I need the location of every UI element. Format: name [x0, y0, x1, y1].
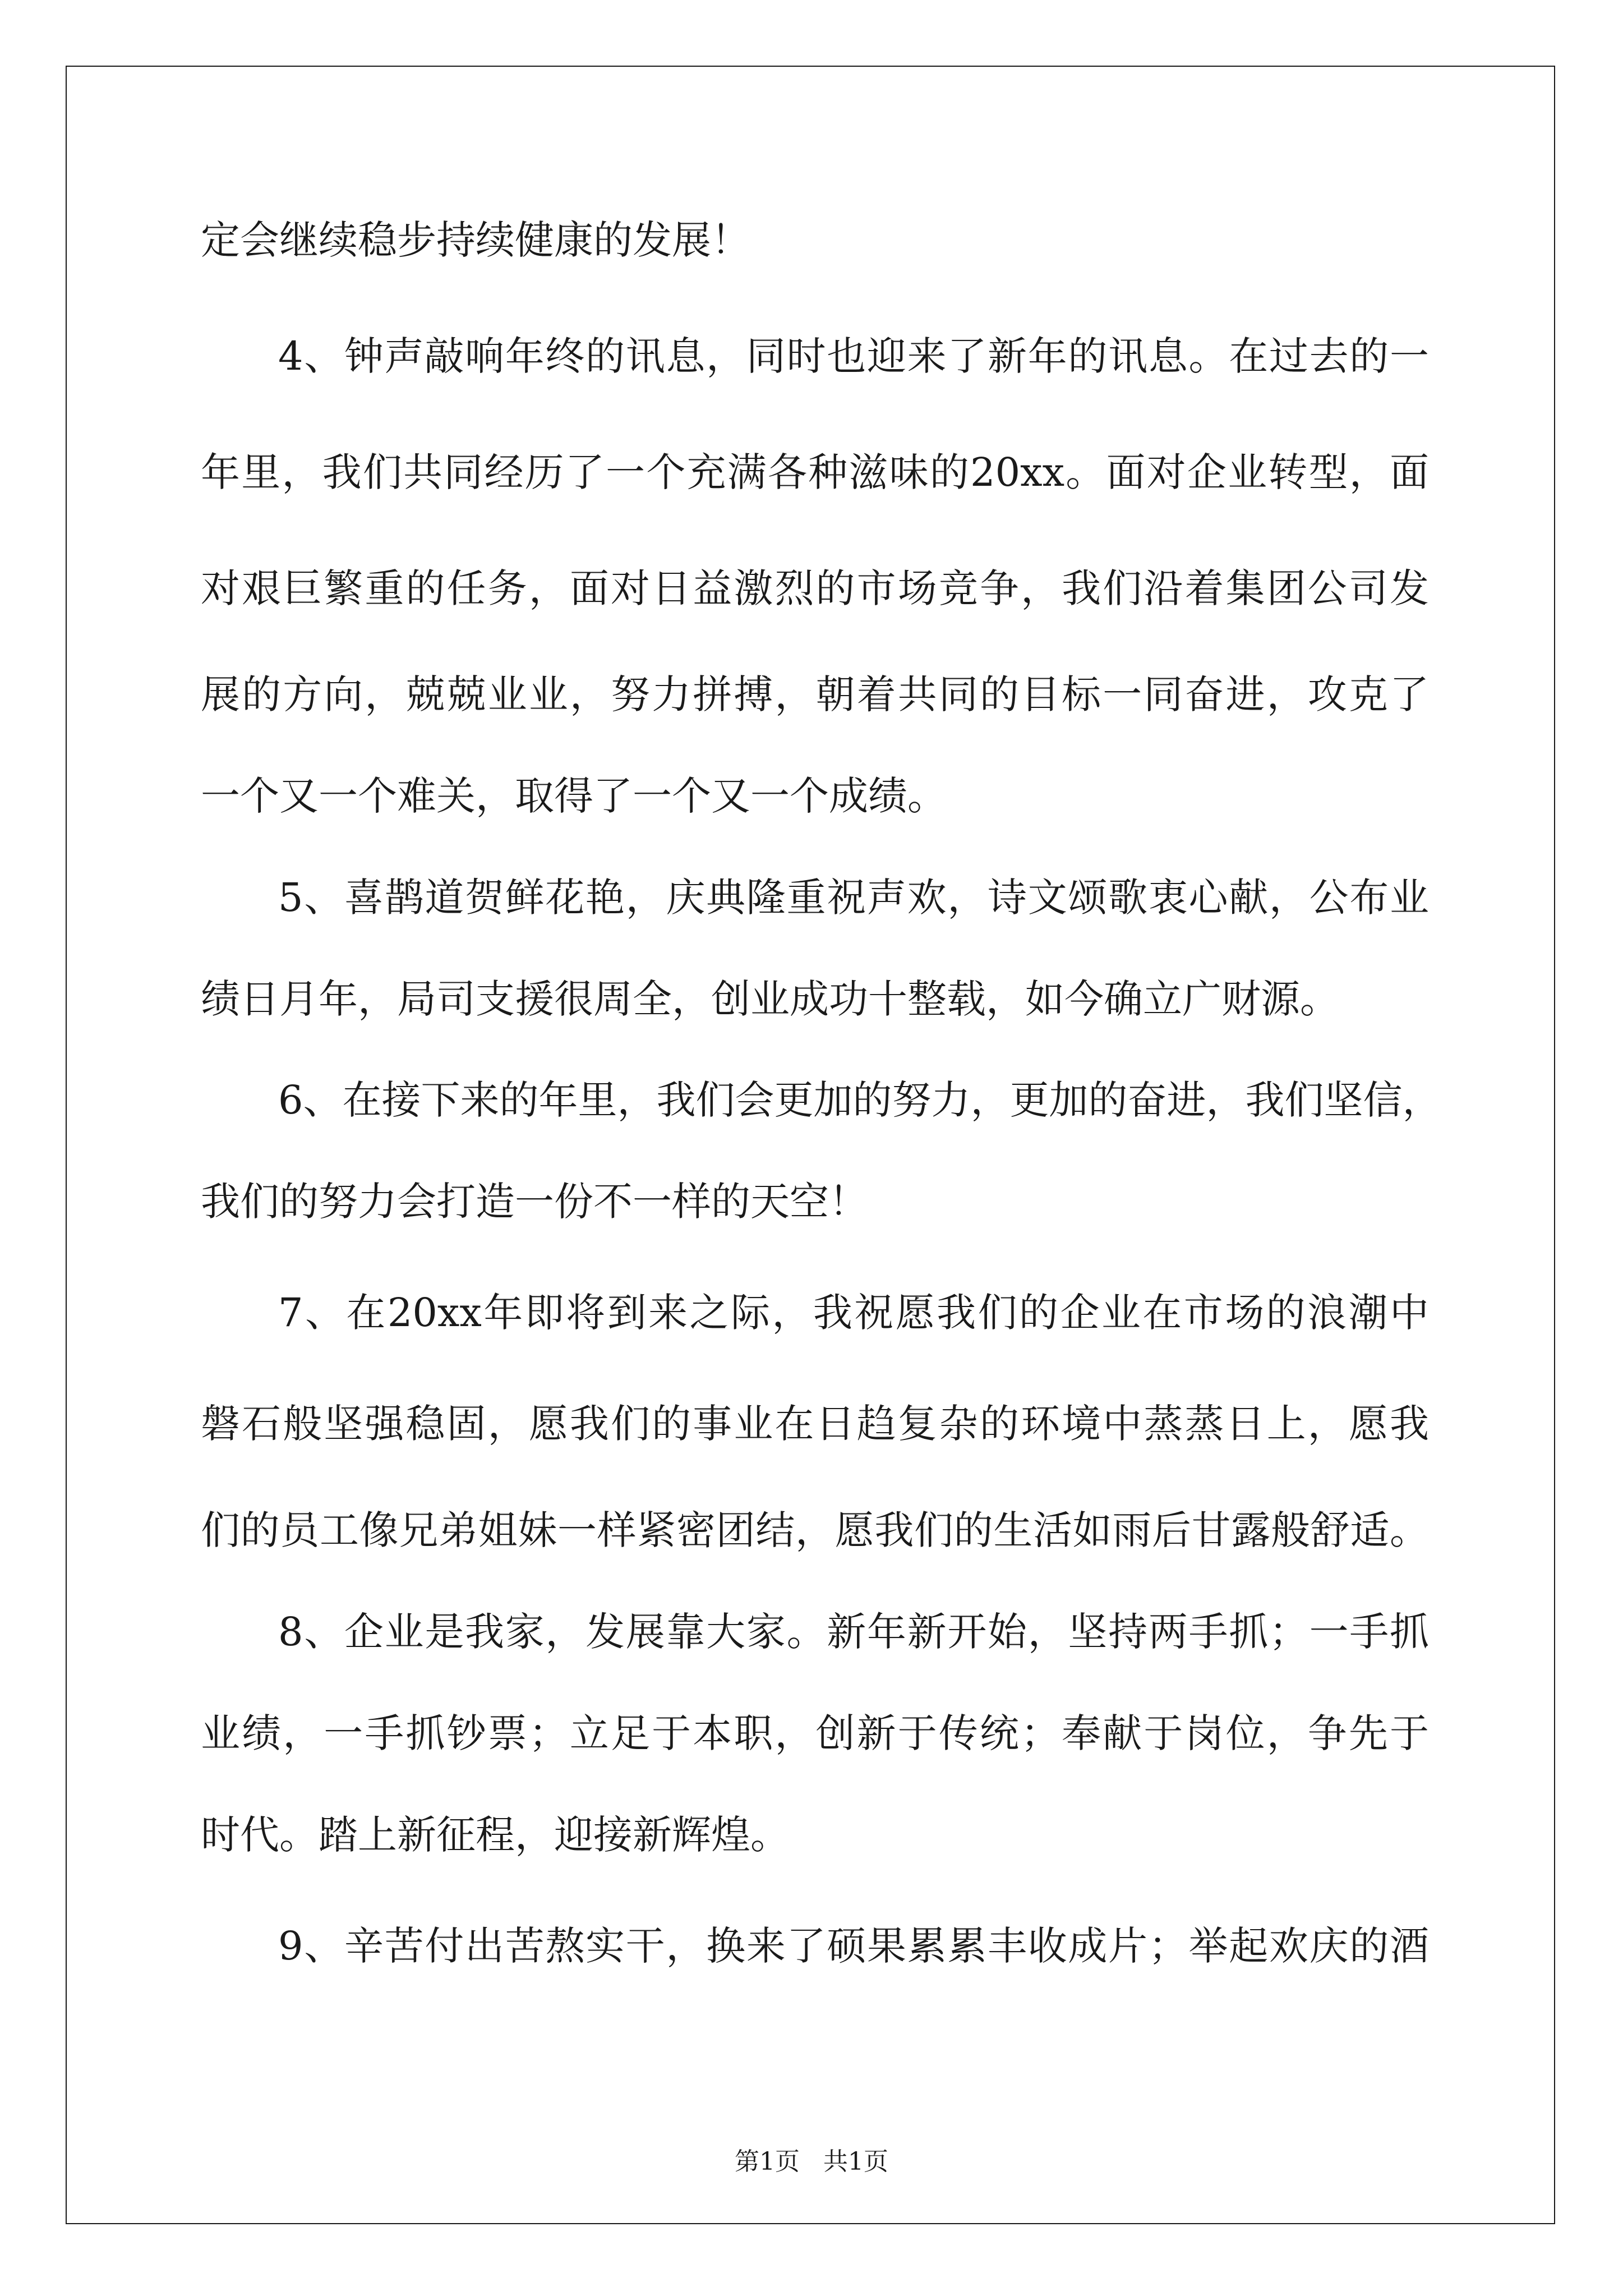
paragraph-line: 我们的努力会打造一份不一样的天空！ — [201, 1179, 868, 1225]
paragraph-line: 7、在20xx年即将到来之际，我祝愿我们的企业在市场的浪潮中 — [278, 1290, 1429, 1336]
paragraph-line: 6、在接下来的年里，我们会更加的努力，更加的奋进，我们坚信， — [278, 1077, 1442, 1123]
paragraph-line: 绩日月年，局司支援很周全，创业成功十整载，如今确立广财源。 — [201, 976, 1339, 1022]
paragraph-line: 业绩，一手抓钞票；立足于本职，创新于传统；奉献于岗位，争先于 — [201, 1710, 1429, 1756]
paragraph-line: 时代。踏上新征程，迎接新辉煌。 — [201, 1812, 790, 1858]
paragraph-line: 们的员工像兄弟姐妹一样紧密团结，愿我们的生活如雨后甘露般舒适。 — [201, 1507, 1429, 1553]
page-footer: 第1页 共1页 — [735, 2147, 888, 2176]
paragraph-line: 对艰巨繁重的任务，面对日益激烈的市场竞争，我们沿着集团公司发 — [201, 565, 1429, 611]
paragraph-line: 5、喜鹊道贺鲜花艳，庆典隆重祝声欢，诗文颂歌衷心献，公布业 — [278, 875, 1429, 921]
paragraph-line: 9、辛苦付出苦熬实干，换来了硕果累累丰收成片；举起欢庆的酒 — [278, 1923, 1429, 1969]
page-border — [66, 66, 1555, 2224]
paragraph-line: 一个又一个难关，取得了一个又一个成绩。 — [201, 773, 947, 819]
paragraph-line: 定会继续稳步持续健康的发展！ — [201, 217, 750, 263]
paragraph-line: 8、企业是我家，发展靠大家。新年新开始，坚持两手抓；一手抓 — [278, 1609, 1429, 1655]
paragraph-line: 展的方向，兢兢业业，努力拼搏，朝着共同的目标一同奋进，攻克了 — [201, 671, 1429, 717]
paragraph-line: 年里，我们共同经历了一个充满各种滋味的20xx。面对企业转型，面 — [201, 449, 1429, 495]
paragraph-line: 磐石般坚强稳固，愿我们的事业在日趋复杂的环境中蒸蒸日上，愿我 — [201, 1401, 1429, 1447]
paragraph-line: 4、钟声敲响年终的讯息，同时也迎来了新年的讯息。在过去的一 — [278, 333, 1429, 379]
